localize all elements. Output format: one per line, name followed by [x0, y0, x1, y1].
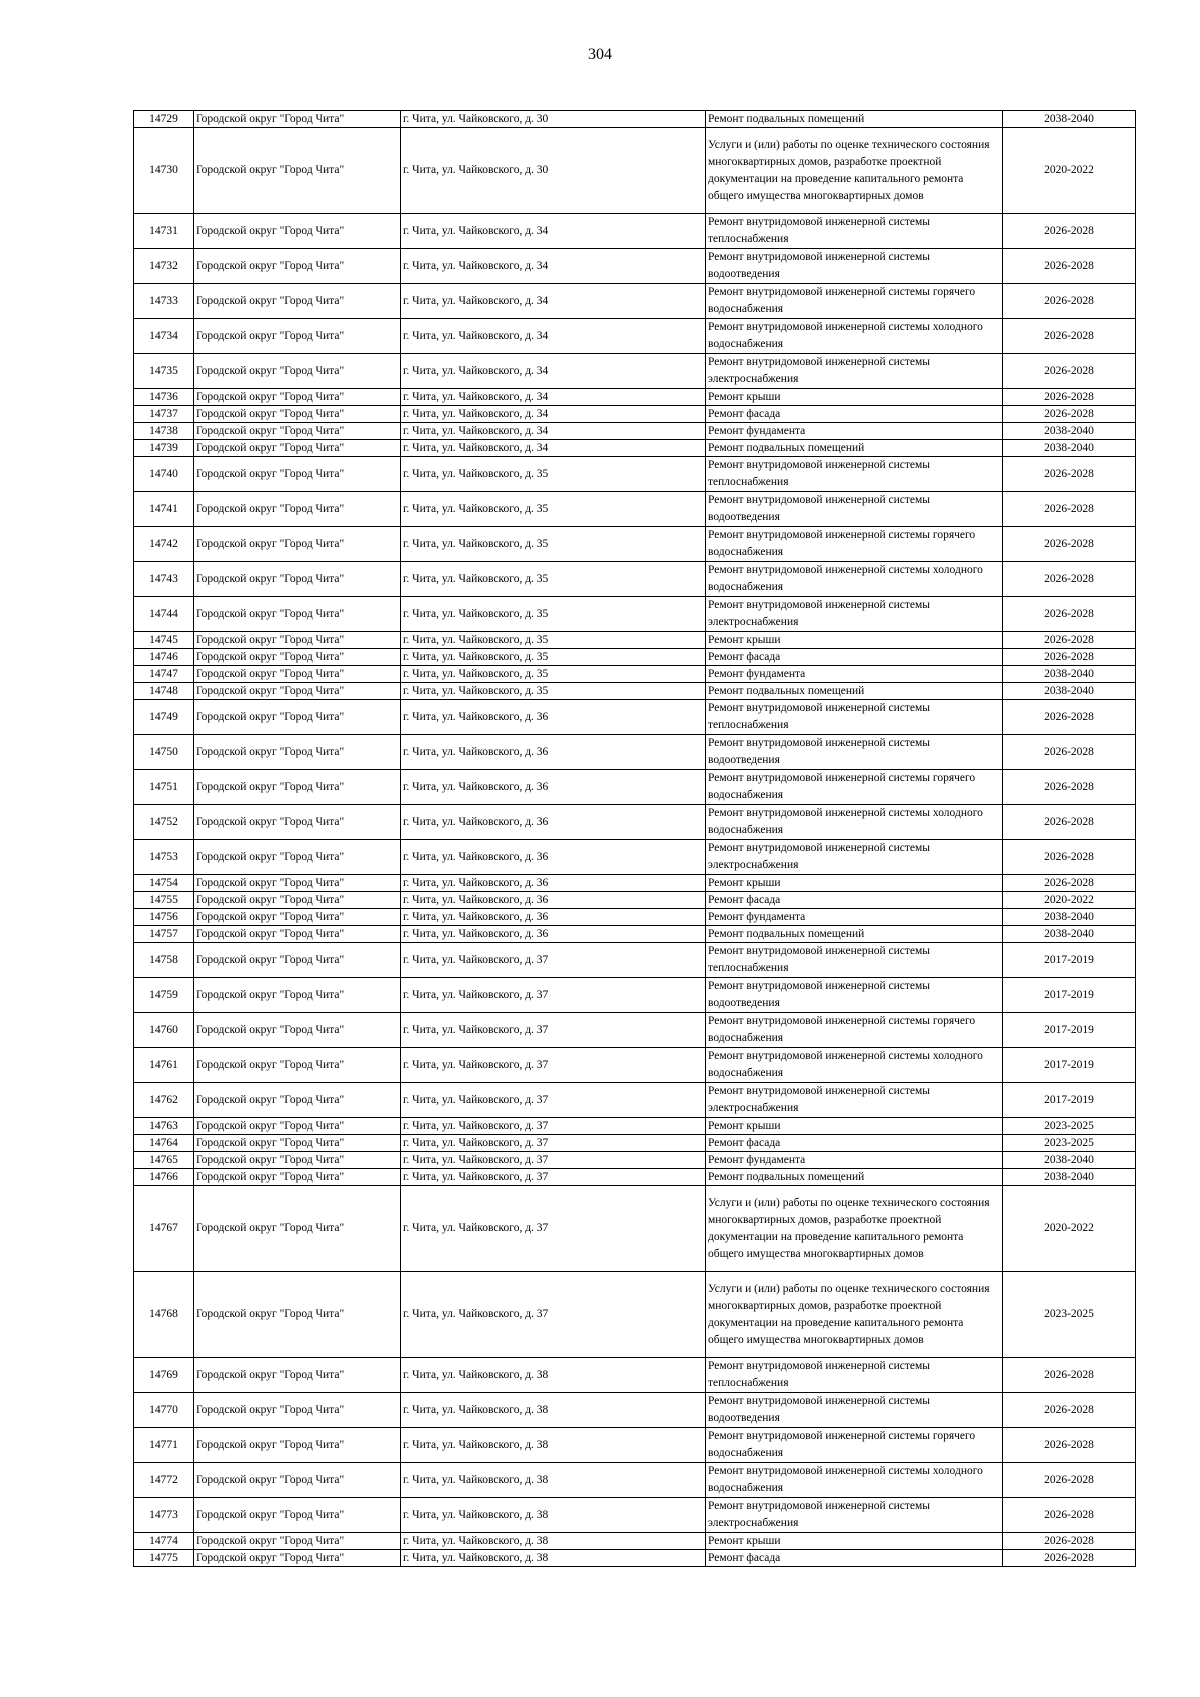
address-cell: г. Чита, ул. Чайковского, д. 35 — [401, 632, 706, 649]
period-cell: 2026-2028 — [1003, 1498, 1136, 1533]
table-row — [134, 492, 1136, 527]
period-cell: 2023-2025 — [1003, 1135, 1136, 1152]
table-row — [134, 440, 1136, 457]
municipality-cell: Городской округ "Город Чита" — [194, 1428, 401, 1463]
period-cell: 2026-2028 — [1003, 735, 1136, 770]
row-number-cell: 14741 — [134, 492, 194, 527]
table-row — [134, 1048, 1136, 1083]
repair-schedule-table — [133, 110, 1136, 1567]
address-cell: г. Чита, ул. Чайковского, д. 36 — [401, 892, 706, 909]
work-type-cell: Ремонт внутридомовой инженерной системы горячего водоснабжения — [706, 770, 1003, 805]
address-cell: г. Чита, ул. Чайковского, д. 38 — [401, 1393, 706, 1428]
row-number-cell: 14750 — [134, 735, 194, 770]
municipality-cell: Городской округ "Город Чита" — [194, 632, 401, 649]
work-type-cell: Ремонт внутридомовой инженерной системы электроснабжения — [706, 597, 1003, 632]
period-cell: 2020-2022 — [1003, 128, 1136, 214]
row-number-cell: 14756 — [134, 909, 194, 926]
address-cell: г. Чита, ул. Чайковского, д. 36 — [401, 840, 706, 875]
work-type-cell: Ремонт внутридомовой инженерной системы горячего водоснабжения — [706, 527, 1003, 562]
row-number-cell: 14761 — [134, 1048, 194, 1083]
work-type-cell: Ремонт внутридомовой инженерной системы холодного водоснабжения — [706, 319, 1003, 354]
address-cell: г. Чита, ул. Чайковского, д. 37 — [401, 978, 706, 1013]
table-row — [134, 111, 1136, 128]
row-number-cell: 14751 — [134, 770, 194, 805]
municipality-cell: Городской округ "Город Чита" — [194, 892, 401, 909]
table-row — [134, 926, 1136, 943]
row-number-cell: 14738 — [134, 423, 194, 440]
table-row — [134, 770, 1136, 805]
work-type-cell: Ремонт внутридомовой инженерной системы электроснабжения — [706, 1083, 1003, 1118]
work-type-cell: Ремонт внутридомовой инженерной системы горячего водоснабжения — [706, 284, 1003, 319]
work-type-cell: Ремонт внутридомовой инженерной системы теплоснабжения — [706, 700, 1003, 735]
period-cell: 2026-2028 — [1003, 875, 1136, 892]
work-type-cell: Ремонт внутридомовой инженерной системы водоотведения — [706, 1393, 1003, 1428]
work-type-cell: Ремонт внутридомовой инженерной системы водоотведения — [706, 978, 1003, 1013]
period-cell: 2026-2028 — [1003, 1463, 1136, 1498]
table-row — [134, 875, 1136, 892]
address-cell: г. Чита, ул. Чайковского, д. 35 — [401, 492, 706, 527]
row-number-cell: 14745 — [134, 632, 194, 649]
period-cell: 2026-2028 — [1003, 389, 1136, 406]
table-row — [134, 1272, 1136, 1358]
municipality-cell: Городской округ "Город Чита" — [194, 1135, 401, 1152]
period-cell: 2026-2028 — [1003, 1533, 1136, 1550]
address-cell: г. Чита, ул. Чайковского, д. 38 — [401, 1498, 706, 1533]
table-row — [134, 683, 1136, 700]
table-row — [134, 1186, 1136, 1272]
municipality-cell: Городской округ "Город Чита" — [194, 1358, 401, 1393]
work-type-cell: Ремонт фасада — [706, 1550, 1003, 1567]
municipality-cell: Городской округ "Город Чита" — [194, 1393, 401, 1428]
address-cell: г. Чита, ул. Чайковского, д. 34 — [401, 423, 706, 440]
period-cell: 2017-2019 — [1003, 1013, 1136, 1048]
table-row — [134, 1152, 1136, 1169]
address-cell: г. Чита, ул. Чайковского, д. 35 — [401, 562, 706, 597]
work-type-cell: Ремонт внутридомовой инженерной системы водоотведения — [706, 249, 1003, 284]
row-number-cell: 14771 — [134, 1428, 194, 1463]
address-cell: г. Чита, ул. Чайковского, д. 37 — [401, 1272, 706, 1358]
municipality-cell: Городской округ "Город Чита" — [194, 249, 401, 284]
address-cell: г. Чита, ул. Чайковского, д. 37 — [401, 1013, 706, 1048]
municipality-cell: Городской округ "Город Чита" — [194, 1498, 401, 1533]
work-type-cell: Ремонт фасада — [706, 649, 1003, 666]
address-cell: г. Чита, ул. Чайковского, д. 38 — [401, 1428, 706, 1463]
table-row — [134, 1550, 1136, 1567]
table-row — [134, 700, 1136, 735]
period-cell: 2038-2040 — [1003, 666, 1136, 683]
table-row — [134, 249, 1136, 284]
table-row — [134, 354, 1136, 389]
work-type-cell: Услуги и (или) работы по оценке технического состояния многоквартирных домов, разработке проектной документации на проведение капитального ремонта общего имущества многоквартирных домов — [706, 128, 1003, 214]
row-number-cell: 14769 — [134, 1358, 194, 1393]
table-row — [134, 389, 1136, 406]
work-type-cell: Ремонт внутридомовой инженерной системы холодного водоснабжения — [706, 1463, 1003, 1498]
work-type-cell: Услуги и (или) работы по оценке технического состояния многоквартирных домов, разработке проектной документации на проведение капитального ремонта общего имущества многоквартирных домов — [706, 1272, 1003, 1358]
period-cell: 2026-2028 — [1003, 1550, 1136, 1567]
municipality-cell: Городской округ "Город Чита" — [194, 1272, 401, 1358]
address-cell: г. Чита, ул. Чайковского, д. 37 — [401, 1135, 706, 1152]
municipality-cell: Городской округ "Город Чита" — [194, 683, 401, 700]
table-row — [134, 1118, 1136, 1135]
period-cell: 2026-2028 — [1003, 284, 1136, 319]
period-cell: 2038-2040 — [1003, 1169, 1136, 1186]
row-number-cell: 14730 — [134, 128, 194, 214]
municipality-cell: Городской округ "Город Чита" — [194, 440, 401, 457]
period-cell: 2020-2022 — [1003, 892, 1136, 909]
address-cell: г. Чита, ул. Чайковского, д. 36 — [401, 735, 706, 770]
municipality-cell: Городской округ "Город Чита" — [194, 1048, 401, 1083]
row-number-cell: 14737 — [134, 406, 194, 423]
work-type-cell: Ремонт внутридомовой инженерной системы холодного водоснабжения — [706, 1048, 1003, 1083]
row-number-cell: 14729 — [134, 111, 194, 128]
row-number-cell: 14768 — [134, 1272, 194, 1358]
period-cell: 2026-2028 — [1003, 632, 1136, 649]
municipality-cell: Городской округ "Город Чита" — [194, 389, 401, 406]
municipality-cell: Городской округ "Город Чита" — [194, 1550, 401, 1567]
period-cell: 2023-2025 — [1003, 1272, 1136, 1358]
period-cell: 2026-2028 — [1003, 1393, 1136, 1428]
period-cell: 2038-2040 — [1003, 423, 1136, 440]
row-number-cell: 14775 — [134, 1550, 194, 1567]
address-cell: г. Чита, ул. Чайковского, д. 34 — [401, 389, 706, 406]
municipality-cell: Городской округ "Город Чита" — [194, 597, 401, 632]
address-cell: г. Чита, ул. Чайковского, д. 37 — [401, 1152, 706, 1169]
period-cell: 2026-2028 — [1003, 354, 1136, 389]
row-number-cell: 14739 — [134, 440, 194, 457]
municipality-cell: Городской округ "Город Чита" — [194, 423, 401, 440]
row-number-cell: 14762 — [134, 1083, 194, 1118]
municipality-cell: Городской округ "Город Чита" — [194, 562, 401, 597]
period-cell: 2026-2028 — [1003, 319, 1136, 354]
work-type-cell: Ремонт фундамента — [706, 423, 1003, 440]
table-row — [134, 649, 1136, 666]
work-type-cell: Ремонт крыши — [706, 875, 1003, 892]
work-type-cell: Ремонт подвальных помещений — [706, 683, 1003, 700]
period-cell: 2038-2040 — [1003, 1152, 1136, 1169]
period-cell: 2038-2040 — [1003, 926, 1136, 943]
work-type-cell: Ремонт фундамента — [706, 1152, 1003, 1169]
period-cell: 2017-2019 — [1003, 943, 1136, 978]
period-cell: 2026-2028 — [1003, 805, 1136, 840]
row-number-cell: 14753 — [134, 840, 194, 875]
address-cell: г. Чита, ул. Чайковского, д. 35 — [401, 666, 706, 683]
row-number-cell: 14765 — [134, 1152, 194, 1169]
table-row — [134, 1393, 1136, 1428]
period-cell: 2020-2022 — [1003, 1186, 1136, 1272]
municipality-cell: Городской округ "Город Чита" — [194, 457, 401, 492]
municipality-cell: Городской округ "Город Чита" — [194, 284, 401, 319]
address-cell: г. Чита, ул. Чайковского, д. 37 — [401, 1186, 706, 1272]
row-number-cell: 14764 — [134, 1135, 194, 1152]
row-number-cell: 14752 — [134, 805, 194, 840]
address-cell: г. Чита, ул. Чайковского, д. 37 — [401, 943, 706, 978]
table-row — [134, 909, 1136, 926]
row-number-cell: 14759 — [134, 978, 194, 1013]
row-number-cell: 14773 — [134, 1498, 194, 1533]
address-cell: г. Чита, ул. Чайковского, д. 34 — [401, 406, 706, 423]
period-cell: 2026-2028 — [1003, 1358, 1136, 1393]
work-type-cell: Ремонт подвальных помещений — [706, 111, 1003, 128]
work-type-cell: Ремонт внутридомовой инженерной системы теплоснабжения — [706, 457, 1003, 492]
municipality-cell: Городской округ "Город Чита" — [194, 805, 401, 840]
row-number-cell: 14743 — [134, 562, 194, 597]
work-type-cell: Ремонт внутридомовой инженерной системы водоотведения — [706, 735, 1003, 770]
work-type-cell: Ремонт внутридомовой инженерной системы холодного водоснабжения — [706, 562, 1003, 597]
row-number-cell: 14758 — [134, 943, 194, 978]
row-number-cell: 14746 — [134, 649, 194, 666]
address-cell: г. Чита, ул. Чайковского, д. 35 — [401, 457, 706, 492]
address-cell: г. Чита, ул. Чайковского, д. 30 — [401, 111, 706, 128]
row-number-cell: 14731 — [134, 214, 194, 249]
address-cell: г. Чита, ул. Чайковского, д. 38 — [401, 1550, 706, 1567]
period-cell: 2026-2028 — [1003, 840, 1136, 875]
municipality-cell: Городской округ "Город Чита" — [194, 770, 401, 805]
work-type-cell: Ремонт внутридомовой инженерной системы теплоснабжения — [706, 1358, 1003, 1393]
municipality-cell: Городской округ "Город Чита" — [194, 649, 401, 666]
municipality-cell: Городской округ "Город Чита" — [194, 926, 401, 943]
row-number-cell: 14757 — [134, 926, 194, 943]
municipality-cell: Городской округ "Город Чита" — [194, 1118, 401, 1135]
row-number-cell: 14760 — [134, 1013, 194, 1048]
row-number-cell: 14748 — [134, 683, 194, 700]
table-row — [134, 1358, 1136, 1393]
municipality-cell: Городской округ "Город Чита" — [194, 666, 401, 683]
period-cell: 2026-2028 — [1003, 649, 1136, 666]
table-row — [134, 632, 1136, 649]
municipality-cell: Городской округ "Город Чита" — [194, 978, 401, 1013]
table-row — [134, 214, 1136, 249]
municipality-cell: Городской округ "Город Чита" — [194, 406, 401, 423]
table-row — [134, 1013, 1136, 1048]
table-row — [134, 978, 1136, 1013]
row-number-cell: 14736 — [134, 389, 194, 406]
period-cell: 2038-2040 — [1003, 111, 1136, 128]
period-cell: 2023-2025 — [1003, 1118, 1136, 1135]
row-number-cell: 14770 — [134, 1393, 194, 1428]
municipality-cell: Городской округ "Город Чита" — [194, 354, 401, 389]
municipality-cell: Городской округ "Город Чита" — [194, 1083, 401, 1118]
address-cell: г. Чита, ул. Чайковского, д. 34 — [401, 214, 706, 249]
address-cell: г. Чита, ул. Чайковского, д. 38 — [401, 1463, 706, 1498]
municipality-cell: Городской округ "Город Чита" — [194, 1169, 401, 1186]
municipality-cell: Городской округ "Город Чита" — [194, 909, 401, 926]
table-row — [134, 457, 1136, 492]
table-row — [134, 1135, 1136, 1152]
row-number-cell: 14742 — [134, 527, 194, 562]
municipality-cell: Городской округ "Город Чита" — [194, 1013, 401, 1048]
address-cell: г. Чита, ул. Чайковского, д. 36 — [401, 926, 706, 943]
table-row — [134, 1463, 1136, 1498]
address-cell: г. Чита, ул. Чайковского, д. 35 — [401, 527, 706, 562]
municipality-cell: Городской округ "Город Чита" — [194, 840, 401, 875]
municipality-cell: Городской округ "Город Чита" — [194, 1186, 401, 1272]
municipality-cell: Городской округ "Город Чита" — [194, 527, 401, 562]
address-cell: г. Чита, ул. Чайковского, д. 36 — [401, 805, 706, 840]
address-cell: г. Чита, ул. Чайковского, д. 37 — [401, 1169, 706, 1186]
municipality-cell: Городской округ "Город Чита" — [194, 700, 401, 735]
period-cell: 2017-2019 — [1003, 1083, 1136, 1118]
work-type-cell: Ремонт внутридомовой инженерной системы холодного водоснабжения — [706, 805, 1003, 840]
table-row — [134, 597, 1136, 632]
address-cell: г. Чита, ул. Чайковского, д. 35 — [401, 597, 706, 632]
address-cell: г. Чита, ул. Чайковского, д. 34 — [401, 440, 706, 457]
table-row — [134, 562, 1136, 597]
table-row — [134, 284, 1136, 319]
work-type-cell: Ремонт крыши — [706, 389, 1003, 406]
row-number-cell: 14735 — [134, 354, 194, 389]
address-cell: г. Чита, ул. Чайковского, д. 35 — [401, 683, 706, 700]
table-row — [134, 735, 1136, 770]
address-cell: г. Чита, ул. Чайковского, д. 36 — [401, 770, 706, 805]
address-cell: г. Чита, ул. Чайковского, д. 38 — [401, 1533, 706, 1550]
municipality-cell: Городской округ "Город Чита" — [194, 319, 401, 354]
table-row — [134, 1169, 1136, 1186]
work-type-cell: Ремонт внутридомовой инженерной системы горячего водоснабжения — [706, 1428, 1003, 1463]
row-number-cell: 14734 — [134, 319, 194, 354]
work-type-cell: Услуги и (или) работы по оценке технического состояния многоквартирных домов, разработке проектной документации на проведение капитального ремонта общего имущества многоквартирных домов — [706, 1186, 1003, 1272]
municipality-cell: Городской округ "Город Чита" — [194, 214, 401, 249]
work-type-cell: Ремонт крыши — [706, 632, 1003, 649]
address-cell: г. Чита, ул. Чайковского, д. 35 — [401, 649, 706, 666]
row-number-cell: 14733 — [134, 284, 194, 319]
period-cell: 2026-2028 — [1003, 457, 1136, 492]
municipality-cell: Городской округ "Город Чита" — [194, 943, 401, 978]
municipality-cell: Городской округ "Город Чита" — [194, 1533, 401, 1550]
municipality-cell: Городской округ "Город Чита" — [194, 735, 401, 770]
row-number-cell: 14774 — [134, 1533, 194, 1550]
work-type-cell: Ремонт подвальных помещений — [706, 1169, 1003, 1186]
work-type-cell: Ремонт внутридомовой инженерной системы горячего водоснабжения — [706, 1013, 1003, 1048]
address-cell: г. Чита, ул. Чайковского, д. 34 — [401, 354, 706, 389]
row-number-cell: 14747 — [134, 666, 194, 683]
period-cell: 2026-2028 — [1003, 527, 1136, 562]
work-type-cell: Ремонт фасада — [706, 406, 1003, 423]
table-row — [134, 805, 1136, 840]
address-cell: г. Чита, ул. Чайковского, д. 34 — [401, 319, 706, 354]
municipality-cell: Городской округ "Город Чита" — [194, 875, 401, 892]
table-row — [134, 892, 1136, 909]
row-number-cell: 14749 — [134, 700, 194, 735]
period-cell: 2017-2019 — [1003, 1048, 1136, 1083]
work-type-cell: Ремонт фундамента — [706, 909, 1003, 926]
work-type-cell: Ремонт внутридомовой инженерной системы электроснабжения — [706, 1498, 1003, 1533]
row-number-cell: 14732 — [134, 249, 194, 284]
table-row — [134, 1083, 1136, 1118]
period-cell: 2038-2040 — [1003, 440, 1136, 457]
address-cell: г. Чита, ул. Чайковского, д. 36 — [401, 700, 706, 735]
period-cell: 2026-2028 — [1003, 492, 1136, 527]
table-row — [134, 840, 1136, 875]
period-cell: 2026-2028 — [1003, 406, 1136, 423]
work-type-cell: Ремонт фасада — [706, 1135, 1003, 1152]
table-row — [134, 943, 1136, 978]
table-row — [134, 1428, 1136, 1463]
row-number-cell: 14763 — [134, 1118, 194, 1135]
row-number-cell: 14772 — [134, 1463, 194, 1498]
work-type-cell: Ремонт подвальных помещений — [706, 926, 1003, 943]
work-type-cell: Ремонт подвальных помещений — [706, 440, 1003, 457]
table-row — [134, 527, 1136, 562]
address-cell: г. Чита, ул. Чайковского, д. 36 — [401, 875, 706, 892]
period-cell: 2026-2028 — [1003, 770, 1136, 805]
work-type-cell: Ремонт внутридомовой инженерной системы электроснабжения — [706, 840, 1003, 875]
municipality-cell: Городской округ "Город Чита" — [194, 492, 401, 527]
address-cell: г. Чита, ул. Чайковского, д. 37 — [401, 1048, 706, 1083]
work-type-cell: Ремонт внутридомовой инженерной системы электроснабжения — [706, 354, 1003, 389]
period-cell: 2026-2028 — [1003, 597, 1136, 632]
address-cell: г. Чита, ул. Чайковского, д. 34 — [401, 284, 706, 319]
page-number: 304 — [588, 46, 612, 63]
municipality-cell: Городской округ "Город Чита" — [194, 1152, 401, 1169]
row-number-cell: 14740 — [134, 457, 194, 492]
row-number-cell: 14744 — [134, 597, 194, 632]
work-type-cell: Ремонт внутридомовой инженерной системы теплоснабжения — [706, 943, 1003, 978]
period-cell: 2038-2040 — [1003, 909, 1136, 926]
address-cell: г. Чита, ул. Чайковского, д. 38 — [401, 1358, 706, 1393]
row-number-cell: 14754 — [134, 875, 194, 892]
address-cell: г. Чита, ул. Чайковского, д. 37 — [401, 1083, 706, 1118]
work-type-cell: Ремонт фасада — [706, 892, 1003, 909]
table-row — [134, 319, 1136, 354]
work-type-cell: Ремонт внутридомовой инженерной системы водоотведения — [706, 492, 1003, 527]
period-cell: 2038-2040 — [1003, 683, 1136, 700]
period-cell: 2026-2028 — [1003, 1428, 1136, 1463]
table-row — [134, 666, 1136, 683]
table-row — [134, 1498, 1136, 1533]
table-row — [134, 423, 1136, 440]
period-cell: 2026-2028 — [1003, 249, 1136, 284]
address-cell: г. Чита, ул. Чайковского, д. 36 — [401, 909, 706, 926]
row-number-cell: 14766 — [134, 1169, 194, 1186]
row-number-cell: 14767 — [134, 1186, 194, 1272]
work-type-cell: Ремонт фундамента — [706, 666, 1003, 683]
table-row — [134, 1533, 1136, 1550]
municipality-cell: Городской округ "Город Чита" — [194, 111, 401, 128]
table-row — [134, 406, 1136, 423]
address-cell: г. Чита, ул. Чайковского, д. 34 — [401, 249, 706, 284]
table-row — [134, 128, 1136, 214]
period-cell: 2026-2028 — [1003, 214, 1136, 249]
municipality-cell: Городской округ "Город Чита" — [194, 1463, 401, 1498]
table-body — [134, 111, 1136, 1567]
municipality-cell: Городской округ "Город Чита" — [194, 128, 401, 214]
address-cell: г. Чита, ул. Чайковского, д. 30 — [401, 128, 706, 214]
period-cell: 2026-2028 — [1003, 562, 1136, 597]
row-number-cell: 14755 — [134, 892, 194, 909]
work-type-cell: Ремонт внутридомовой инженерной системы теплоснабжения — [706, 214, 1003, 249]
period-cell: 2017-2019 — [1003, 978, 1136, 1013]
address-cell: г. Чита, ул. Чайковского, д. 37 — [401, 1118, 706, 1135]
work-type-cell: Ремонт крыши — [706, 1118, 1003, 1135]
work-type-cell: Ремонт крыши — [706, 1533, 1003, 1550]
period-cell: 2026-2028 — [1003, 700, 1136, 735]
